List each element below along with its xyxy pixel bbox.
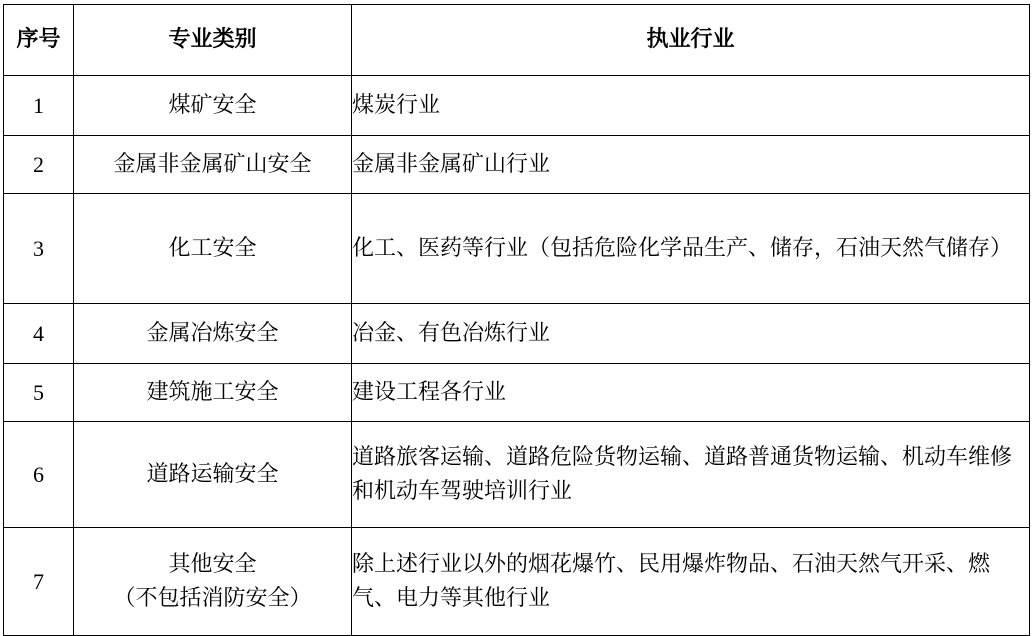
industry-table <box>3 4 1030 636</box>
row-industry: 除上述行业以外的烟花爆竹、民用爆炸物品、石油天然气开采、燃气、电力等其他行业 <box>352 528 1030 636</box>
table-row <box>4 364 1030 422</box>
row-category: 金属非金属矿山安全 <box>74 136 352 194</box>
row-industry: 煤炭行业 <box>352 76 1030 136</box>
row-industry: 化工、医药等行业（包括危险化学品生产、储存，石油天然气储存） <box>352 194 1030 304</box>
row-category: 建筑施工安全 <box>74 364 352 422</box>
header-category: 专业类别 <box>74 5 352 76</box>
row-category: 化工安全 <box>74 194 352 304</box>
row-industry: 金属非金属矿山行业 <box>352 136 1030 194</box>
table-row <box>4 422 1030 528</box>
header-industry: 执业行业 <box>352 5 1030 76</box>
row-no: 7 <box>4 528 74 636</box>
table-row <box>4 304 1030 364</box>
row-industry: 冶金、有色冶炼行业 <box>352 304 1030 364</box>
header-no: 序号 <box>4 5 74 76</box>
row-no: 2 <box>4 136 74 194</box>
row-category: 其他安全 <box>168 551 257 577</box>
row-industry: 道路旅客运输、道路危险货物运输、道路普通货物运输、机动车维修和机动车驾驶培训行业 <box>352 422 1030 528</box>
table-header-row <box>4 5 1030 76</box>
row-category-note: （不包括消防安全） <box>113 585 312 611</box>
table-row <box>4 76 1030 136</box>
row-no: 6 <box>4 422 74 528</box>
row-no: 4 <box>4 304 74 364</box>
row-category: 道路运输安全 <box>74 422 352 528</box>
row-industry: 建设工程各行业 <box>352 364 1030 422</box>
row-category: 煤矿安全 <box>74 76 352 136</box>
row-category-cell <box>74 528 352 636</box>
table-row <box>4 528 1030 636</box>
table-row <box>4 136 1030 194</box>
row-no: 5 <box>4 364 74 422</box>
row-no: 1 <box>4 76 74 136</box>
row-category: 金属冶炼安全 <box>74 304 352 364</box>
table-row <box>4 194 1030 304</box>
row-no: 3 <box>4 194 74 304</box>
